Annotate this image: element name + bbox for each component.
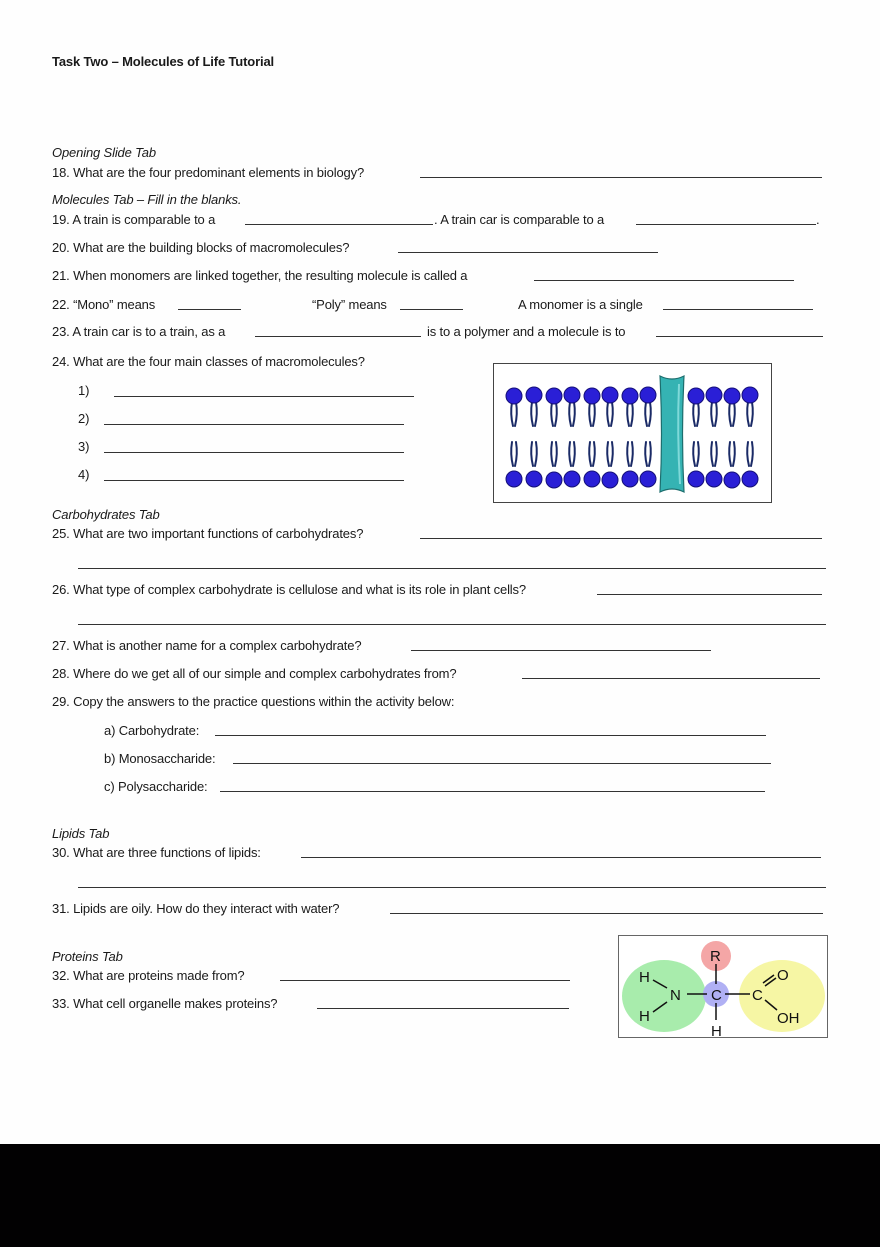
r-label: R [710,948,721,965]
answer-blank-33[interactable] [317,1008,569,1009]
answer-blank-30-line2[interactable] [78,887,826,888]
answer-blank-24-4[interactable] [104,480,404,481]
c-alpha-label: C [711,987,722,1004]
answer-blank-29a[interactable] [215,735,766,736]
question-26: 26. What type of complex carbohydrate is cellulose and what is its role in plant cells? [52,582,526,597]
answer-blank-32[interactable] [280,980,570,981]
question-33: 33. What cell organelle makes proteins? [52,996,278,1011]
list-item-29a: a) Carbohydrate: [104,723,200,738]
question-23a: 23. A train car is to a train, as a [52,324,226,339]
footer-black-bar [0,1144,880,1247]
o-label: O [777,967,789,984]
answer-blank-22c[interactable] [663,309,813,310]
answer-blank-25[interactable] [420,538,822,539]
list-item-29c: c) Polysaccharide: [104,779,208,794]
section-heading-proteins: Proteins Tab [52,949,123,964]
amino-acid-structure [619,936,827,1037]
n-label: N [670,987,681,1004]
question-32: 32. What are proteins made from? [52,968,245,983]
document-title: Task Two – Molecules of Life Tutorial [52,54,274,69]
answer-blank-24-2[interactable] [104,424,404,425]
c-carboxyl-label: C [752,987,763,1004]
answer-blank-31[interactable] [390,913,823,914]
question-20: 20. What are the building blocks of macromolecules? [52,240,350,255]
upper-tails [511,402,753,426]
section-heading-lipids: Lipids Tab [52,826,110,841]
question-25: 25. What are two important functions of carbohydrates? [52,526,364,541]
answer-blank-23b[interactable] [656,336,823,337]
question-24: 24. What are the four main classes of macromolecules? [52,354,365,369]
answer-blank-25-line2[interactable] [78,568,826,569]
answer-blank-28[interactable] [522,678,820,679]
question-28: 28. Where do we get all of our simple and complex carbohydrates from? [52,666,457,681]
channel-protein [660,376,684,492]
h-bottom-label: H [639,1008,650,1025]
answer-blank-26[interactable] [597,594,822,595]
list-item-24-3: 3) [78,439,90,454]
answer-blank-19b[interactable] [636,224,816,225]
question-19a: 19. A train is comparable to a [52,212,216,227]
list-item-29b: b) Monosaccharide: [104,751,216,766]
question-22c: A monomer is a single [518,297,643,312]
question-29: 29. Copy the answers to the practice questions within the activity below: [52,694,455,709]
question-23b: is to a polymer and a molecule is to [427,324,626,339]
h-top-label: H [639,969,650,986]
lipid-bilayer-figure [493,363,772,503]
question-22a: 22. “Mono” means [52,297,156,312]
answer-blank-24-1[interactable] [114,396,414,397]
h-alpha-label: H [711,1023,722,1037]
list-item-24-2: 2) [78,411,90,426]
question-21: 21. When monomers are linked together, the resulting molecule is called a [52,268,468,283]
list-item-24-4: 4) [78,467,90,482]
lower-tails [511,442,753,466]
question-19b: . A train car is comparable to a [434,212,605,227]
question-22b: “Poly” means [312,297,387,312]
section-heading-carbohydrates: Carbohydrates Tab [52,507,160,522]
answer-blank-30[interactable] [301,857,821,858]
answer-blank-21[interactable] [534,280,794,281]
answer-blank-29b[interactable] [233,763,771,764]
section-heading-molecules: Molecules Tab – Fill in the blanks. [52,192,242,207]
question-30: 30. What are three functions of lipids: [52,845,261,860]
amino-acid-figure [618,935,828,1038]
list-item-24-1: 1) [78,383,90,398]
answer-blank-27[interactable] [411,650,711,651]
answer-blank-26-line2[interactable] [78,624,826,625]
answer-blank-29c[interactable] [220,791,765,792]
answer-blank-23a[interactable] [255,336,421,337]
question-19-period: . [816,212,820,227]
question-27: 27. What is another name for a complex carbohydrate? [52,638,362,653]
phospholipid-heads [506,387,758,488]
answer-blank-22a[interactable] [178,309,241,310]
answer-blank-22b[interactable] [400,309,463,310]
section-heading-opening: Opening Slide Tab [52,145,156,160]
oh-label: OH [777,1010,800,1027]
answer-blank-24-3[interactable] [104,452,404,453]
amine-group-highlight [622,960,706,1032]
answer-blank-20[interactable] [398,252,658,253]
question-31: 31. Lipids are oily. How do they interact with water? [52,901,340,916]
question-18: 18. What are the four predominant elements in biology? [52,165,365,180]
answer-blank-18[interactable] [420,177,822,178]
lipid-bilayer-illustration [494,364,771,502]
answer-blank-19a[interactable] [245,224,433,225]
